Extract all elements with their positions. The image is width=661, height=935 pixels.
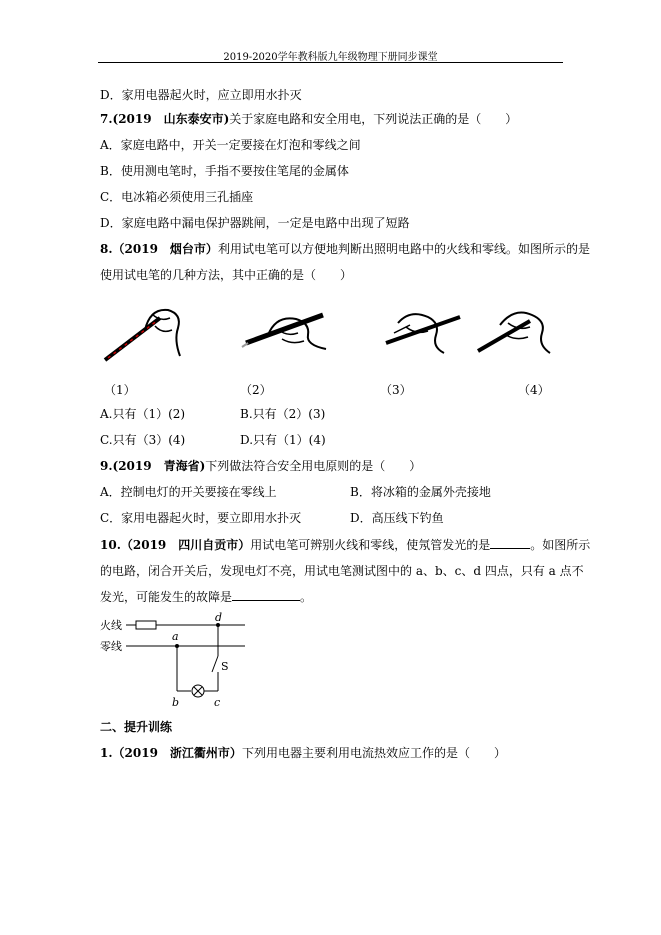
- point-c-label: c: [214, 696, 221, 709]
- q10-text-1a: 用试电笔可辨别火线和零线，使氖管发光的是: [250, 538, 491, 552]
- q10-stem-line3: [100, 589, 312, 605]
- q8-option-c: C.只有（3）(4): [100, 433, 186, 447]
- fig-label-3: （3）: [380, 383, 412, 397]
- q8-option-d: D.只有（1）(4): [240, 433, 326, 447]
- q10-text-1b: 。如图所示: [530, 538, 591, 552]
- switch-icon: [212, 656, 218, 672]
- page-header: 2019-2020学年教科版九年级物理下册同步课堂: [223, 52, 438, 63]
- live-wire-label: 火线: [100, 619, 122, 632]
- test-pen-figure-4: [470, 303, 555, 358]
- q7-option-b: B．使用测电笔时，手指不要按住笔尾的金属体: [100, 164, 349, 178]
- fig-label-4: （4）: [518, 383, 550, 397]
- point-b-label: b: [172, 696, 180, 709]
- q9-option-a: A．控制电灯的开关要接在零线上: [100, 485, 277, 499]
- q7-text: 关于家庭电路和安全用电，下列说法正确的是（ ）: [229, 112, 518, 126]
- q9-text: 下列做法符合安全用电原则的是（ ）: [205, 459, 422, 473]
- s2-q1-stem: [100, 745, 506, 761]
- point-a-label: a: [172, 630, 179, 643]
- q10-text-3a: 发光，可能发生的故障是: [100, 590, 233, 604]
- q9-option-c: C．家用电器起火时，要立即用水扑灭: [100, 511, 302, 525]
- fig-label-1: （1）: [104, 383, 136, 397]
- fig-label-2: （2）: [240, 383, 272, 397]
- switch-label: S: [221, 660, 229, 673]
- header-rule: [98, 62, 563, 63]
- q8-stem-line2: 使用试电笔的几种方法，其中正确的是（ ）: [100, 268, 353, 282]
- q10-stem-line1: [100, 537, 590, 553]
- circuit-diagram: [100, 612, 260, 712]
- q7-option-a: A．家庭电路中，开关一定要接在灯泡和零线之间: [100, 138, 361, 152]
- test-pen-figure-1: [100, 300, 190, 366]
- q7-option-d: D．家庭电路中漏电保护器跳闸，一定是电路中出现了短路: [100, 216, 410, 230]
- q10-text-3b: 。: [300, 590, 313, 604]
- s2-q1-text: 下列用电器主要利用电流热效应工作的是（ ）: [241, 746, 506, 760]
- q8-option-b: B.只有（2）(3): [240, 407, 326, 421]
- q7-number: 7.(2019 山东泰安市): [100, 112, 230, 126]
- q10-stem-line2: 的电路，闭合开关后，发现电灯不亮，用试电笔测试图中的 a、b、c、d 四点，只有 a 点不: [100, 564, 584, 578]
- neutral-wire-label: 零线: [100, 640, 122, 653]
- q8-option-a: A.只有（1）(2): [100, 407, 186, 421]
- q8-stem-line1: [100, 241, 590, 257]
- q6-option-d: D．家用电器起火时，应立即用水扑灭: [100, 88, 302, 102]
- test-pen-figure-2: [238, 305, 333, 355]
- q10-blank-2[interactable]: [232, 589, 300, 601]
- q8-text: 利用试电笔可以方便地判断出照明电路中的火线和零线。如图所示的是: [217, 242, 590, 256]
- section-2-title: 二、提升训练: [100, 720, 173, 734]
- test-pen-figure-3: [380, 303, 470, 358]
- fuse-icon: [136, 621, 156, 629]
- q7-stem: [100, 111, 517, 127]
- s2-q1-number: 1.（2019 浙江衢州市）: [100, 746, 242, 760]
- q9-number: 9.(2019 青海省): [100, 459, 206, 473]
- q9-stem: [100, 458, 421, 474]
- q9-option-d: D．高压线下钓鱼: [350, 511, 444, 525]
- point-d-label: d: [215, 612, 223, 624]
- q8-number: 8.（2019 烟台市）: [100, 242, 218, 256]
- q9-option-b: B．将冰箱的金属外壳接地: [350, 485, 491, 499]
- q10-number: 10.（2019 四川自贡市）: [100, 538, 251, 552]
- q10-blank-1[interactable]: [490, 537, 530, 549]
- q7-option-c: C．电冰箱必须使用三孔插座: [100, 190, 254, 204]
